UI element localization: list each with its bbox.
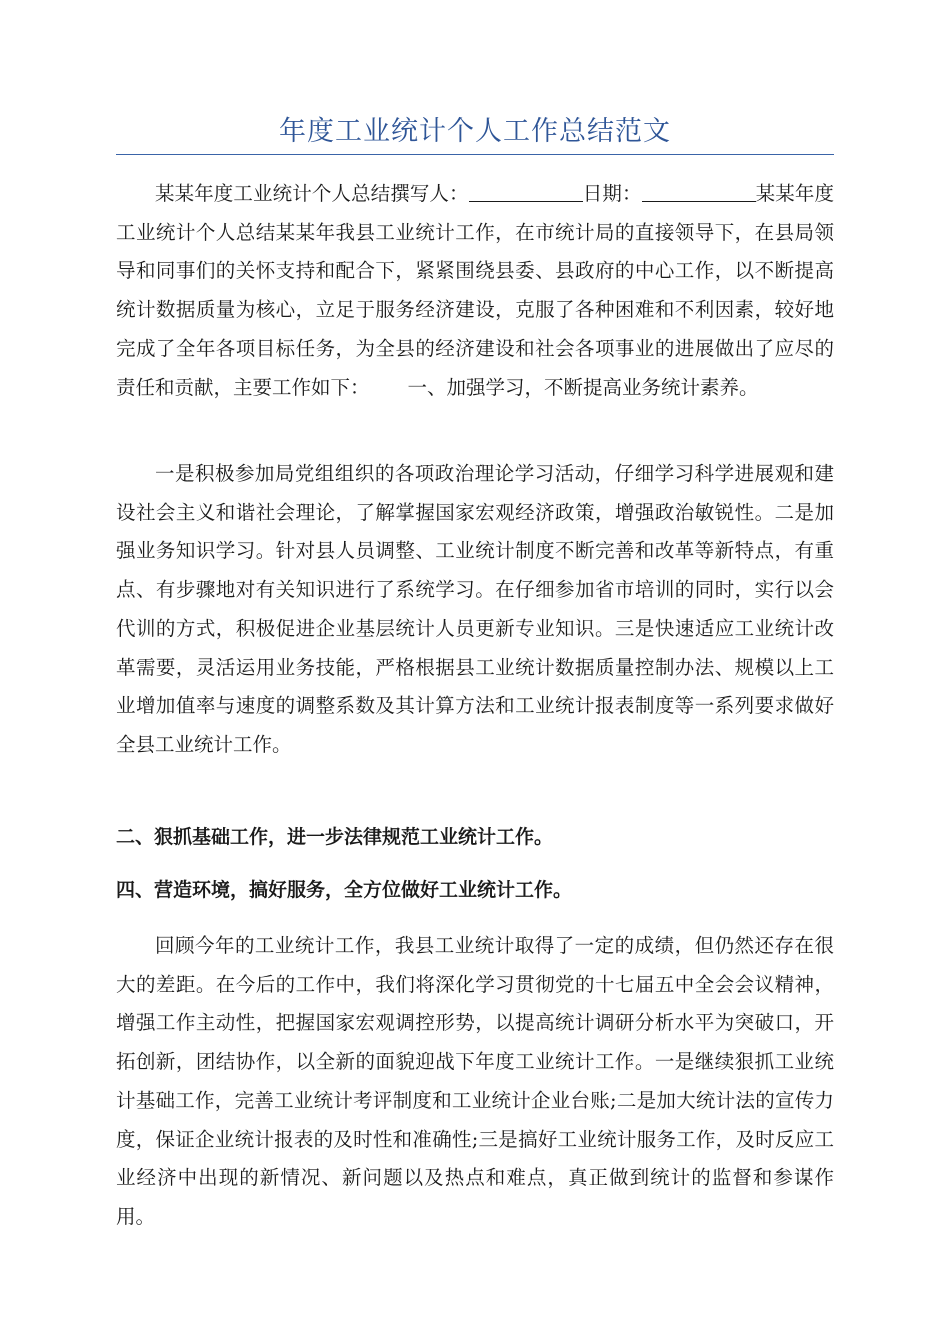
intro-body: 某某年度工业统计个人总结某某年我县工业统计工作，在市统计局的直接领导下，在县局领导和同事们的关怀支持和配合下，紧紧围绕县委、县政府的中心工作，以不断提高统计数据质量为核心，立足于服务经济建设，克服了各种困难和不利因素，较好地完成了全年各项目标任务，为全县的经济建设和社会各项事业的进展做出了应尽的责任和贡献，主要工作如下： (116, 182, 834, 399)
section-two-heading: 二、狠抓基础工作，进一步法律规范工业统计工作。 (116, 826, 554, 848)
section-one-heading: 一、加强学习，不断提高业务统计素养。 (407, 375, 759, 399)
body-paragraph-2: 一是积极参加局党组组织的各项政治理论学习活动，仔细学习科学进展观和建设社会主义和谐社会理论，了解掌握国家宏观经济政策，增强政治敏锐性。二是加强业务知识学习。针对县人员调整、工业统计制度不断完善和改革等新特点，有重点、有步骤地对有关知识进行了系统学习。在仔细参加省市培训的同时，实行以会代训的方式，积极促进企业基层统计人员更新专业知识。三是快速适应工业统计改革需要，灵活运用业务技能，严格根据县工业统计数据质量控制办法、规模以上工业增加值率与速度的调整系数及其计算方法和工业统计报表制度等一系列要求做好全县工业统计工作。 (116, 462, 834, 756)
intro-paragraph (116, 175, 834, 407)
document-title: 年度工业统计个人工作总结范文 (279, 116, 671, 147)
date-label: 日期： (582, 182, 642, 205)
date-blank-line (642, 182, 756, 203)
body-paragraph-3: 回顾今年的工业统计工作，我县工业统计取得了一定的成绩，但仍然还存在很大的差距。在今后的工作中，我们将深化学习贯彻党的十七届五中全会会议精神，增强工作主动性，把握国家宏观调控形势，以提高统计调研分析水平为突破口，开拓创新，团结协作，以全新的面貌迎战下年度工业统计工作。一是继续狠抓工业统计基础工作，完善工业统计考评制度和工业统计企业台账;二是加大统计法的宣传力度，保证企业统计报表的及时性和准确性;三是搞好工业统计服务工作，及时反应工业经济中出现的新情况、新问题以及热点和难点，真正做到统计的监督和参谋作用。 (116, 934, 834, 1228)
author-blank-line (469, 182, 583, 203)
title-underline (116, 154, 834, 155)
section-four-heading: 四、营造环境，搞好服务，全方位做好工业统计工作。 (116, 879, 573, 901)
author-label: 某某年度工业统计个人总结撰写人： (155, 182, 469, 205)
